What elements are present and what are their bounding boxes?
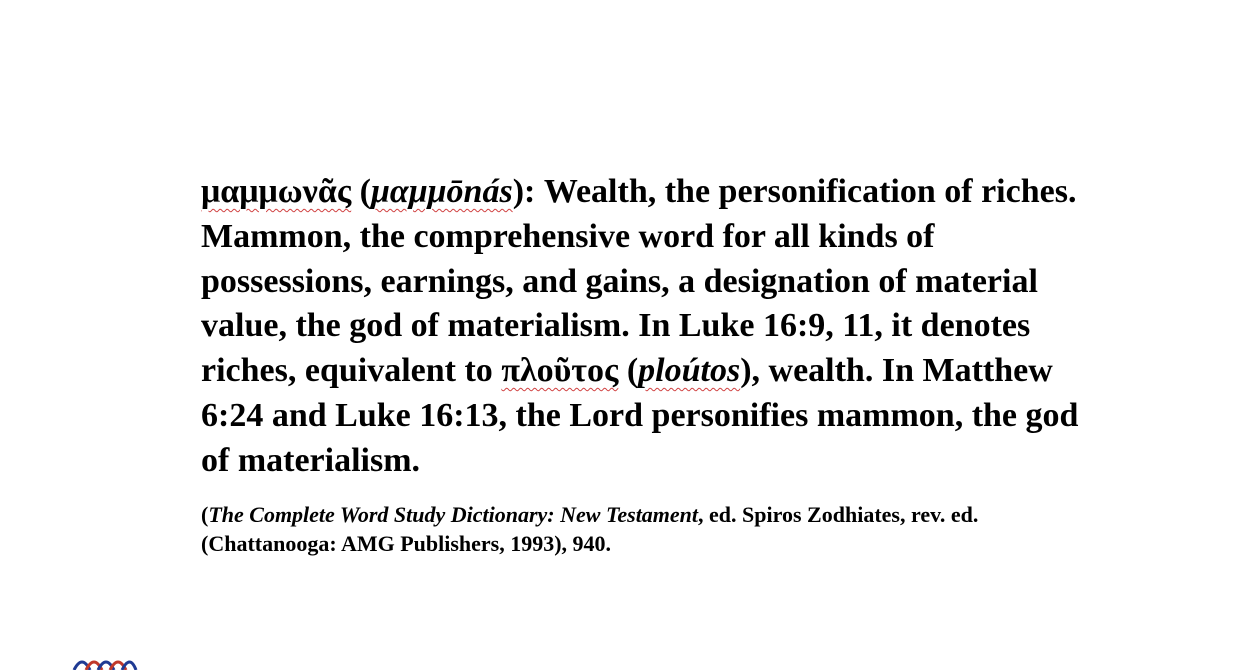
definition-text-part1: ): Wealth, the personification of riches. Mammon, the comprehensive word for all kinds of possessions, earnings, and gains, a designation of material value, the god of materialism. In Luke 16:9, 11, it denotes riches, equivalent to bbox=[201, 173, 1077, 390]
paren-open-2: ( bbox=[618, 352, 639, 390]
headword-greek: μαμμωνᾶς bbox=[201, 173, 352, 210]
definition-text-part2: ), wealth. In Matthew 6:24 and Luke 16:13, the Lord personifies mammon, the god of materialism. bbox=[201, 352, 1079, 479]
source-citation bbox=[201, 500, 1101, 558]
ploutos-greek: πλοῦτος bbox=[501, 352, 619, 390]
citation-open-paren: ( bbox=[201, 502, 209, 527]
headword-transliteration: μαμμōnás bbox=[371, 173, 513, 210]
citation-book-title: The Complete Word Study Dictionary: New Testament bbox=[208, 502, 699, 527]
wave-arches-logo-icon bbox=[72, 656, 138, 670]
ploutos-transliteration: ploútos bbox=[638, 352, 741, 390]
paren-open: ( bbox=[351, 173, 371, 210]
definition-paragraph bbox=[201, 170, 1101, 484]
citation-details: , ed. Spiros Zodhiates, rev. ed. (Chattanooga: AMG Publishers, 1993), 940. bbox=[201, 502, 979, 556]
